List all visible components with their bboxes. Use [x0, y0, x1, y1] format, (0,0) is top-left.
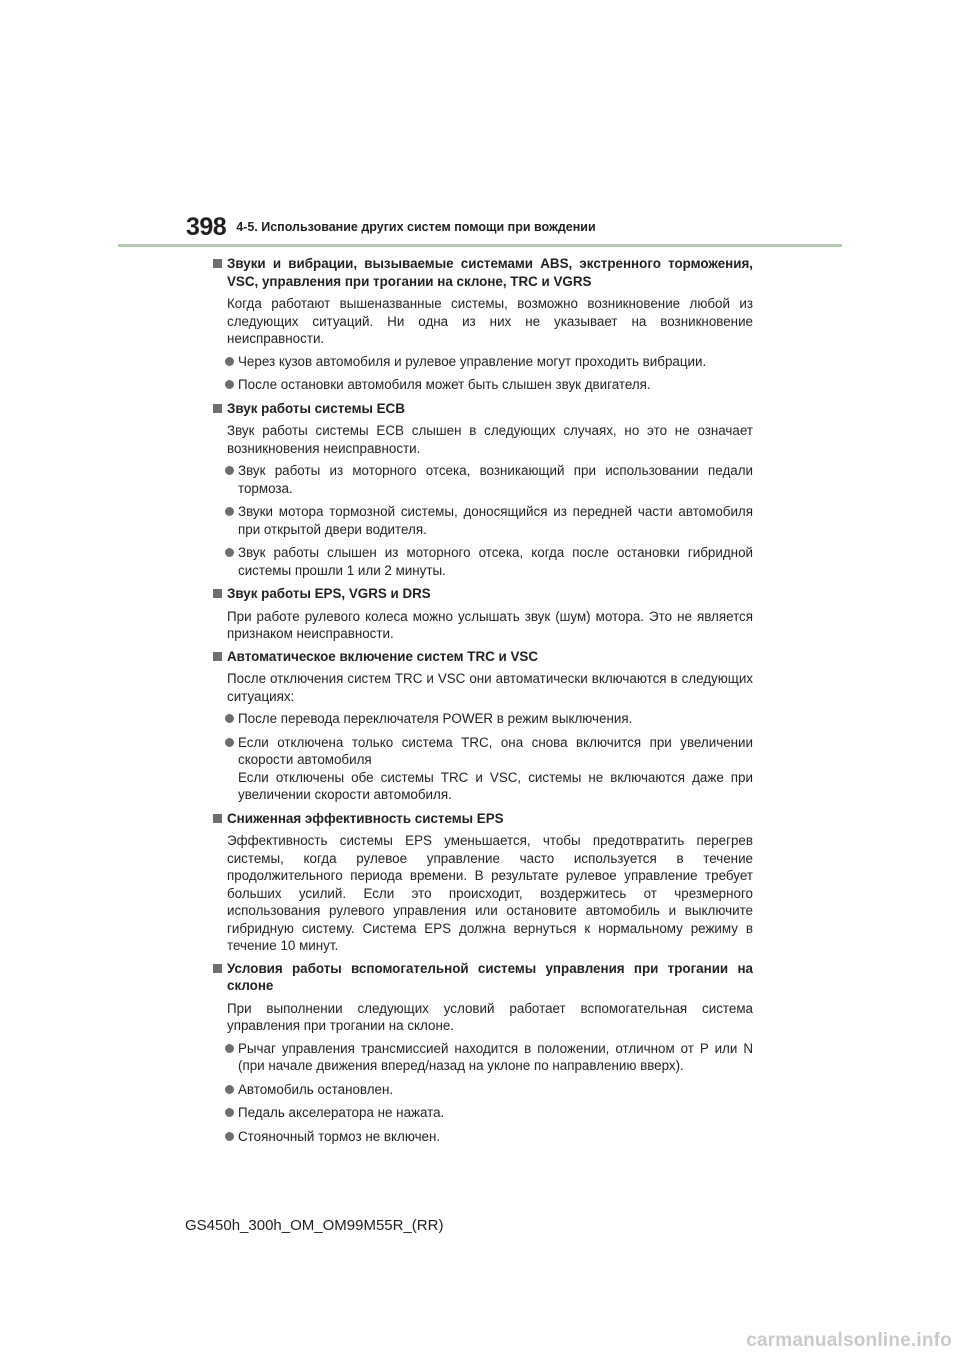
list-item: [212, 503, 753, 538]
watermark: carmanualsonline.info: [746, 1330, 952, 1351]
list-item-text: Педаль акселератора не нажата.: [238, 1105, 445, 1120]
list-item-text: После перевода переключателя POWER в режим выключения.: [238, 711, 633, 726]
circle-bullet-icon: [225, 738, 234, 747]
section-body: Эффективность системы EPS уменьшается, чтобы предотвратить перегрев системы, когда рулевое управление часто используется в течение продолжительного периода времени. В результате рулевое управление требует больших усилий. Если это происходит, воздержитесь от чрезмерного использования рулевого управления или остановите автомобиль и выключите гибридную систему. Система EPS должна вернуться к нормальному режиму в течение 10 минут.: [227, 833, 753, 953]
section-heading-text: Автоматическое включение систем TRC и VSC: [227, 648, 538, 664]
square-bullet-icon: [213, 652, 222, 661]
bullet-list: [212, 462, 753, 579]
content-section: [212, 400, 753, 580]
header-divider: [118, 244, 842, 247]
list-item-text: Автомобиль остановлен.: [238, 1081, 394, 1097]
section-heading-text: Звук работы системы ECB: [227, 400, 405, 416]
section-heading-text: Сниженная эффективность системы EPS: [227, 810, 504, 826]
bullet-list: [212, 353, 753, 394]
square-bullet-icon: [213, 259, 222, 268]
list-item: [212, 462, 753, 497]
square-bullet-icon: [213, 964, 222, 973]
list-item-text: Если отключены обе системы TRC и VSC, системы не включаются даже при увеличении скорости автомобиля.: [238, 769, 753, 802]
section-heading: [212, 960, 753, 995]
list-item: [212, 734, 753, 804]
section-heading: [212, 585, 753, 603]
list-item: [212, 544, 753, 579]
section-heading-text: Звуки и вибрации, вызываемые системами ABS, экстренного торможения, VSC, управления при трогании на склоне, TRC и VGRS: [227, 256, 753, 289]
circle-bullet-icon: [225, 507, 234, 516]
circle-bullet-icon: [225, 1108, 234, 1117]
list-item: [212, 710, 753, 728]
section-body: После отключения систем TRC и VSC они автоматически включаются в следующих ситуациях:: [227, 671, 753, 704]
list-item-text: Звуки мотора тормозной системы, доносящийся из передней части автомобиля при открытой двери водителя.: [238, 504, 753, 537]
list-item: [212, 353, 753, 371]
section-body: Когда работают вышеназванные системы, возможно возникновение любой из следующих ситуаций. Ни одна из них не указывает на возникновение неисправности.: [227, 296, 753, 346]
content-section: [212, 255, 753, 394]
section-title: 4-5. Использование других систем помощи при вождении: [236, 220, 596, 234]
circle-bullet-icon: [225, 357, 234, 366]
section-heading-text: Звук работы EPS, VGRS и DRS: [227, 586, 431, 601]
model-code: GS450h_300h_OM_OM99M55R_(RR): [185, 1217, 444, 1234]
list-item-text: После остановки автомобиля может быть слышен звук двигателя.: [238, 377, 651, 392]
bullet-list: [212, 710, 753, 804]
section-heading: [212, 255, 753, 290]
circle-bullet-icon: [225, 1044, 234, 1053]
list-item-text: Рычаг управления трансмиссией находится в положении, отличном от P или N (при начале движения вперед/назад на уклоне по направлению вверх).: [238, 1040, 753, 1073]
section-heading: [212, 648, 753, 666]
content-section: [212, 648, 753, 804]
section-body: При работе рулевого колеса можно услышать звук (шум) мотора. Это не является признаком неисправности.: [227, 608, 753, 641]
section-body: При выполнении следующих условий работает вспомогательная система управления при трогании на склоне.: [227, 1000, 753, 1033]
section-heading: [212, 400, 753, 418]
circle-bullet-icon: [225, 1085, 234, 1094]
list-item-text: Звук работы слышен из моторного отсека, когда после остановки гибридной системы прошли 1 или 2 минуты.: [238, 545, 753, 578]
circle-bullet-icon: [225, 380, 234, 389]
circle-bullet-icon: [225, 1132, 234, 1141]
section-body: Звук работы системы ECB слышен в следующих случаях, но это не означает возникновения неисправности.: [227, 423, 753, 456]
list-item: [212, 1081, 753, 1099]
list-item: [212, 1040, 753, 1075]
list-item-text: Стояночный тормоз не включен.: [238, 1128, 441, 1144]
list-item: [212, 1104, 753, 1122]
list-item-text: Через кузов автомобиля и рулевое управление могут проходить вибрации.: [238, 353, 707, 369]
list-item-text: Звук работы из моторного отсека, возникающий при использовании педали тормоза.: [238, 463, 753, 496]
square-bullet-icon: [213, 404, 222, 413]
page-number: 398: [186, 213, 227, 241]
content-section: [212, 585, 753, 643]
bullet-list: [212, 1040, 753, 1146]
square-bullet-icon: [213, 589, 222, 598]
page-content: [212, 255, 753, 1151]
list-item-text: Если отключена только система TRC, она снова включится при увеличении скорости автомобиля: [238, 734, 753, 767]
content-section: [212, 810, 753, 955]
circle-bullet-icon: [225, 548, 234, 557]
circle-bullet-icon: [225, 714, 234, 723]
section-heading-text: Условия работы вспомогательной системы управления при трогании на склоне: [227, 960, 753, 993]
page-header: [186, 213, 596, 242]
circle-bullet-icon: [225, 466, 234, 475]
content-section: [212, 960, 753, 1146]
square-bullet-icon: [213, 814, 222, 823]
section-heading: [212, 810, 753, 828]
list-item: [212, 1128, 753, 1146]
list-item: [212, 376, 753, 394]
